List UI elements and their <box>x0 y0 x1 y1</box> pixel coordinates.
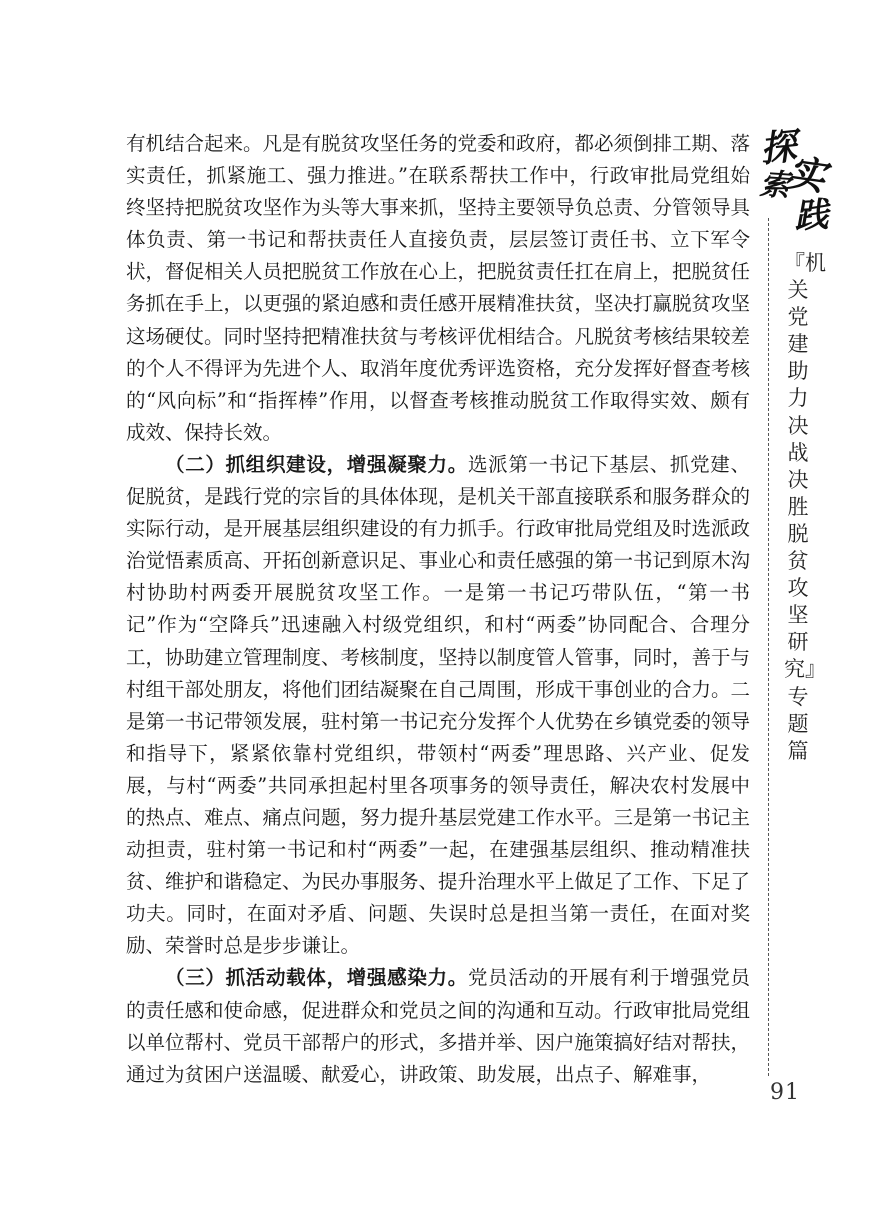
paragraph-2 <box>126 449 750 963</box>
series-title: 『机关党建助力决战决胜脱贫攻坚研究』专题篇 <box>784 251 826 763</box>
body-text <box>126 128 750 1091</box>
paragraph-3 <box>126 962 750 1090</box>
brand-char: 索 <box>758 166 791 204</box>
paragraph-3-text: 党员活动的开展有利于增强党员的责任感和使命感，促进群众和党员之间的沟通和互动。行政审批局党组以单位帮村、党员干部帮户的形式，多措并举、因户施策搞好结对帮扶，通过为贫困户送温暖、献爱心，讲政策、助发展，出点子、解难事， <box>126 966 751 1086</box>
section-heading-2: （二）抓组织建设，增强凝聚力。 <box>165 452 468 476</box>
brand-char: 探 <box>758 125 799 171</box>
sidebar-divider <box>768 218 769 1076</box>
brand-logo <box>758 120 830 238</box>
paragraph-2-text: 选派第一书记下基层、抓党建、促脱贫，是践行党的宗旨的具体体现，是机关干部直接联系和服务群众的实际行动，是开展基层组织建设的有力抓手。行政审批局党组及时选派政治觉悟素质高、开拓创新意识足、事业心和责任感强的第一书记到原木沟村协助村两委开展脱贫攻坚工作。一是第一书记巧带队伍，“第一书记”作为“空降兵”迅速融入村级党组织，和村“两委”协同配合、合理分工，协助建立管理制度、考核制度，坚持以制度管人管事，同时，善于与村组干部处朋友，将他们团结凝聚在自己周围，形成干事创业的合力。二是第一书记带领发展，驻村第一书记充分发挥个人优势在乡镇党委的领导和指导下，紧紧依靠村党组织，带领村“两委”理思路、兴产业、促发展，与村“两委”共同承担起村里各项事务的领导责任，解决农村发展中的热点、难点、痛点问题，努力提升基层党建工作水平。三是第一书记主动担责，驻村第一书记和村“两委”一起，在建强基层组织、推动精准扶贫、维护和谐稳定、为民办事服务、提升治理水平上做足了工作、下足了功夫。同时，在面对矛盾、问题、失误时总是担当第一责任，在面对奖励、荣誉时总是步步谦让。 <box>126 452 751 958</box>
page-number: 91 <box>770 1080 800 1105</box>
section-heading-3: （三）抓活动载体，增强感染力。 <box>165 966 468 990</box>
brand-char: 实 <box>784 149 829 200</box>
brand-char: 践 <box>792 194 830 238</box>
paragraph-1: 有机结合起来。凡是有脱贫攻坚任务的党委和政府，都必须倒排工期、落实责任，抓紧施工、强力推进。”在联系帮扶工作中，行政审批局党组始终坚持把脱贫攻坚作为头等大事来抓，坚持主要领导负总责、分管领导具体负责、第一书记和帮扶责任人直接负责，层层签订责任书、立下军令状，督促相关人员把脱贫工作放在心上，把脱贫责任扛在肩上，把脱贫任务抓在手上，以更强的紧迫感和责任感开展精准扶贫，坚决打赢脱贫攻坚这场硬仗。同时坚持把精准扶贫与考核评优相结合。凡脱贫考核结果较差的个人不得评为先进个人、取消年度优秀评选资格，充分发挥好督查考核的“风向标”和“指挥棒”作用，以督查考核推动脱贫工作取得实效、颇有成效、保持长效。 <box>126 132 751 444</box>
